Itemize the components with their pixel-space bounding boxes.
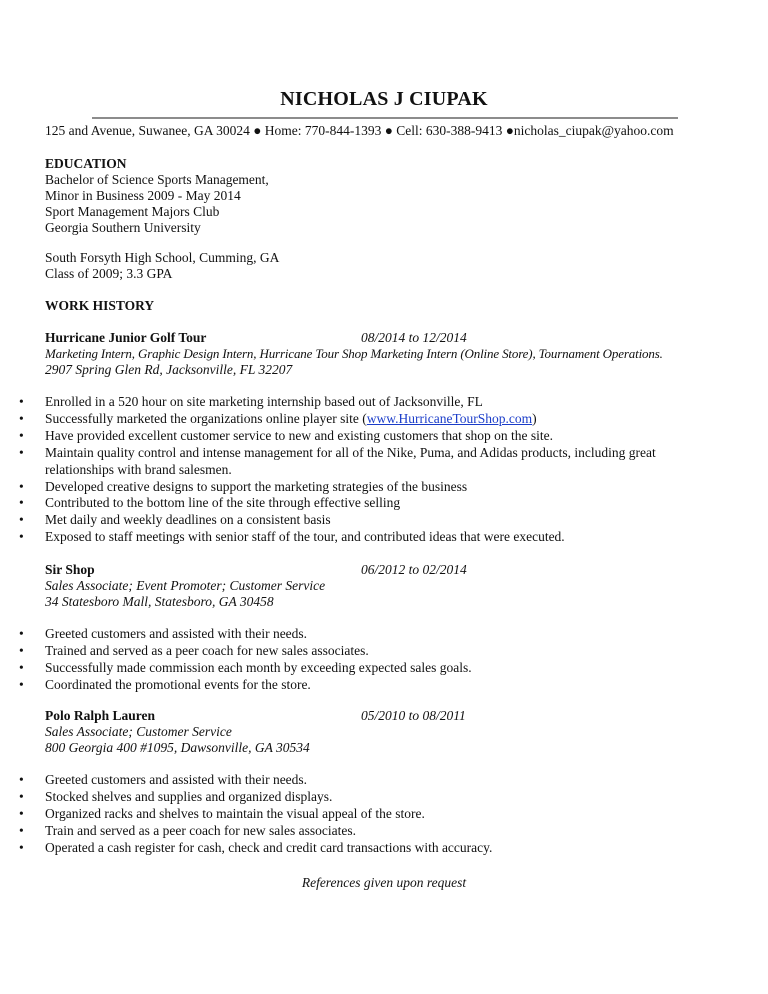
education-line: South Forsyth High School, Cumming, GA — [45, 250, 280, 265]
bullet-dot-icon: • — [19, 642, 24, 658]
bullet-text: Enrolled in a 520 hour on site marketing internship based out of Jacksonville, FL — [45, 394, 483, 409]
bullet-text: Coordinated the promotional events for the store. — [45, 676, 311, 692]
list-item — [0, 806, 492, 823]
list-item — [0, 495, 656, 512]
list-item — [0, 512, 656, 529]
job-address: 800 Georgia 400 #1095, Dawsonville, GA 30534 — [45, 740, 310, 755]
candidate-name: NICHOLAS J CIUPAK — [280, 88, 488, 110]
job-dates: 05/2010 to 08/2011 — [361, 708, 466, 723]
bullet-text: Greeted customers and assisted with their needs. — [45, 626, 308, 641]
list-item — [0, 529, 656, 546]
bullet-text: Successfully made commission each month by exceeding expected sales goals. — [45, 659, 472, 675]
bullet-dot-icon: • — [19, 478, 24, 494]
list-item — [0, 626, 472, 643]
education-section — [45, 156, 269, 236]
work-history-heading: WORK HISTORY — [45, 298, 155, 313]
education-line: Class of 2009; 3.3 GPA — [45, 266, 173, 281]
bullet-dot-icon: • — [19, 529, 24, 545]
bullet-text: Operated a cash register for cash, check and credit card transactions with accuracy. — [45, 839, 493, 855]
job-bullet-list — [0, 772, 492, 857]
references-note: References given upon request — [301, 875, 467, 890]
job-address: 34 Statesboro Mall, Statesboro, GA 30458 — [45, 594, 274, 609]
list-item — [0, 479, 656, 496]
bullet-dot-icon: • — [19, 444, 24, 460]
bullet-dot-icon: • — [19, 427, 24, 443]
list-item — [0, 394, 656, 411]
education-line: Minor in Business 2009 - May 2014 — [45, 188, 241, 203]
job-bullet-list — [0, 626, 472, 694]
bullet-dot-icon: • — [19, 788, 24, 804]
bullet-text: Successfully marketed the organizations online player site ( — [45, 410, 367, 426]
bullet-text: Have provided excellent customer service to new and existing customers that shop on the site. — [45, 427, 553, 443]
list-item — [0, 823, 492, 840]
bullet-text: Organized racks and shelves to maintain the visual appeal of the store. — [45, 805, 425, 821]
list-item — [0, 677, 472, 694]
job-employer: Hurricane Junior Golf Tour — [45, 330, 207, 345]
job-polo-ralph-lauren — [45, 708, 310, 756]
bullet-text: Train and served as a peer coach for new sales associates. — [45, 822, 357, 838]
job-employer: Sir Shop — [45, 562, 95, 577]
bullet-text: Developed creative designs to support the marketing strategies of the business — [45, 478, 468, 494]
education-heading: EDUCATION — [45, 156, 127, 171]
bullet-text: Met daily and weekly deadlines on a consistent basis — [45, 512, 331, 528]
bullet-dot-icon: • — [19, 822, 24, 838]
job-hurricane — [45, 330, 663, 378]
bullet-dot-icon: • — [19, 410, 24, 426]
high-school-block — [45, 250, 279, 282]
bullet-text: Contributed to the bottom line of the site through effective selling — [45, 495, 401, 511]
contact-line: 125 and Avenue, Suwanee, GA 30024 ● Home: 770-844-1393 ● Cell: 630-388-9413 ●nicholas_ciupak@yahoo.com — [45, 123, 674, 138]
bullet-text: ) — [532, 410, 537, 426]
bullet-dot-icon: • — [19, 839, 24, 855]
bullet-dot-icon: • — [19, 772, 24, 787]
bullet-dot-icon: • — [19, 512, 24, 528]
bullet-text: Exposed to staff meetings with senior staff of the tour, and contributed ideas that were executed. — [45, 529, 565, 545]
list-item — [0, 643, 472, 660]
list-item — [0, 411, 656, 428]
education-line: Sport Management Majors Club — [45, 204, 220, 219]
job-roles: Sales Associate; Customer Service — [45, 724, 232, 739]
bullet-text: Greeted customers and assisted with their needs. — [45, 772, 308, 787]
site-link[interactable]: www.HurricaneTourShop.com — [366, 410, 533, 426]
bullet-dot-icon: • — [19, 805, 24, 821]
bullet-dot-icon: • — [19, 495, 24, 511]
bullet-text: Trained and served as a peer coach for new sales associates. — [45, 642, 369, 658]
education-line: Georgia Southern University — [45, 220, 201, 235]
bullet-text: relationships with brand salesmen. — [45, 461, 232, 477]
job-dates: 06/2012 to 02/2014 — [361, 562, 467, 577]
bullet-text: Maintain quality control and intense management for all of the Nike, Puma, and Adidas products, including great — [45, 444, 656, 460]
bullet-dot-icon: • — [19, 659, 24, 675]
job-roles: Marketing Intern, Graphic Design Intern, Hurricane Tour Shop Marketing Intern (Online Store), Tournament Operations. — [45, 346, 663, 361]
bullet-text: Stocked shelves and supplies and organized displays. — [45, 788, 333, 804]
header-rule — [92, 117, 678, 119]
job-sir-shop — [45, 562, 325, 610]
job-bullet-list — [0, 394, 656, 546]
list-item — [0, 428, 656, 445]
job-dates: 08/2014 to 12/2014 — [361, 330, 467, 345]
bullet-dot-icon: • — [19, 394, 24, 409]
list-item — [0, 445, 656, 462]
job-address: 2907 Spring Glen Rd, Jacksonville, FL 32207 — [45, 362, 293, 377]
list-item — [0, 789, 492, 806]
list-item — [0, 660, 472, 677]
job-employer: Polo Ralph Lauren — [45, 708, 156, 723]
list-item — [0, 772, 492, 789]
education-line: Bachelor of Science Sports Management, — [45, 172, 269, 187]
list-item-continuation — [0, 462, 656, 479]
list-item — [0, 840, 492, 857]
bullet-dot-icon: • — [19, 626, 24, 641]
bullet-dot-icon: • — [19, 676, 24, 692]
job-roles: Sales Associate; Event Promoter; Customer Service — [45, 578, 326, 593]
